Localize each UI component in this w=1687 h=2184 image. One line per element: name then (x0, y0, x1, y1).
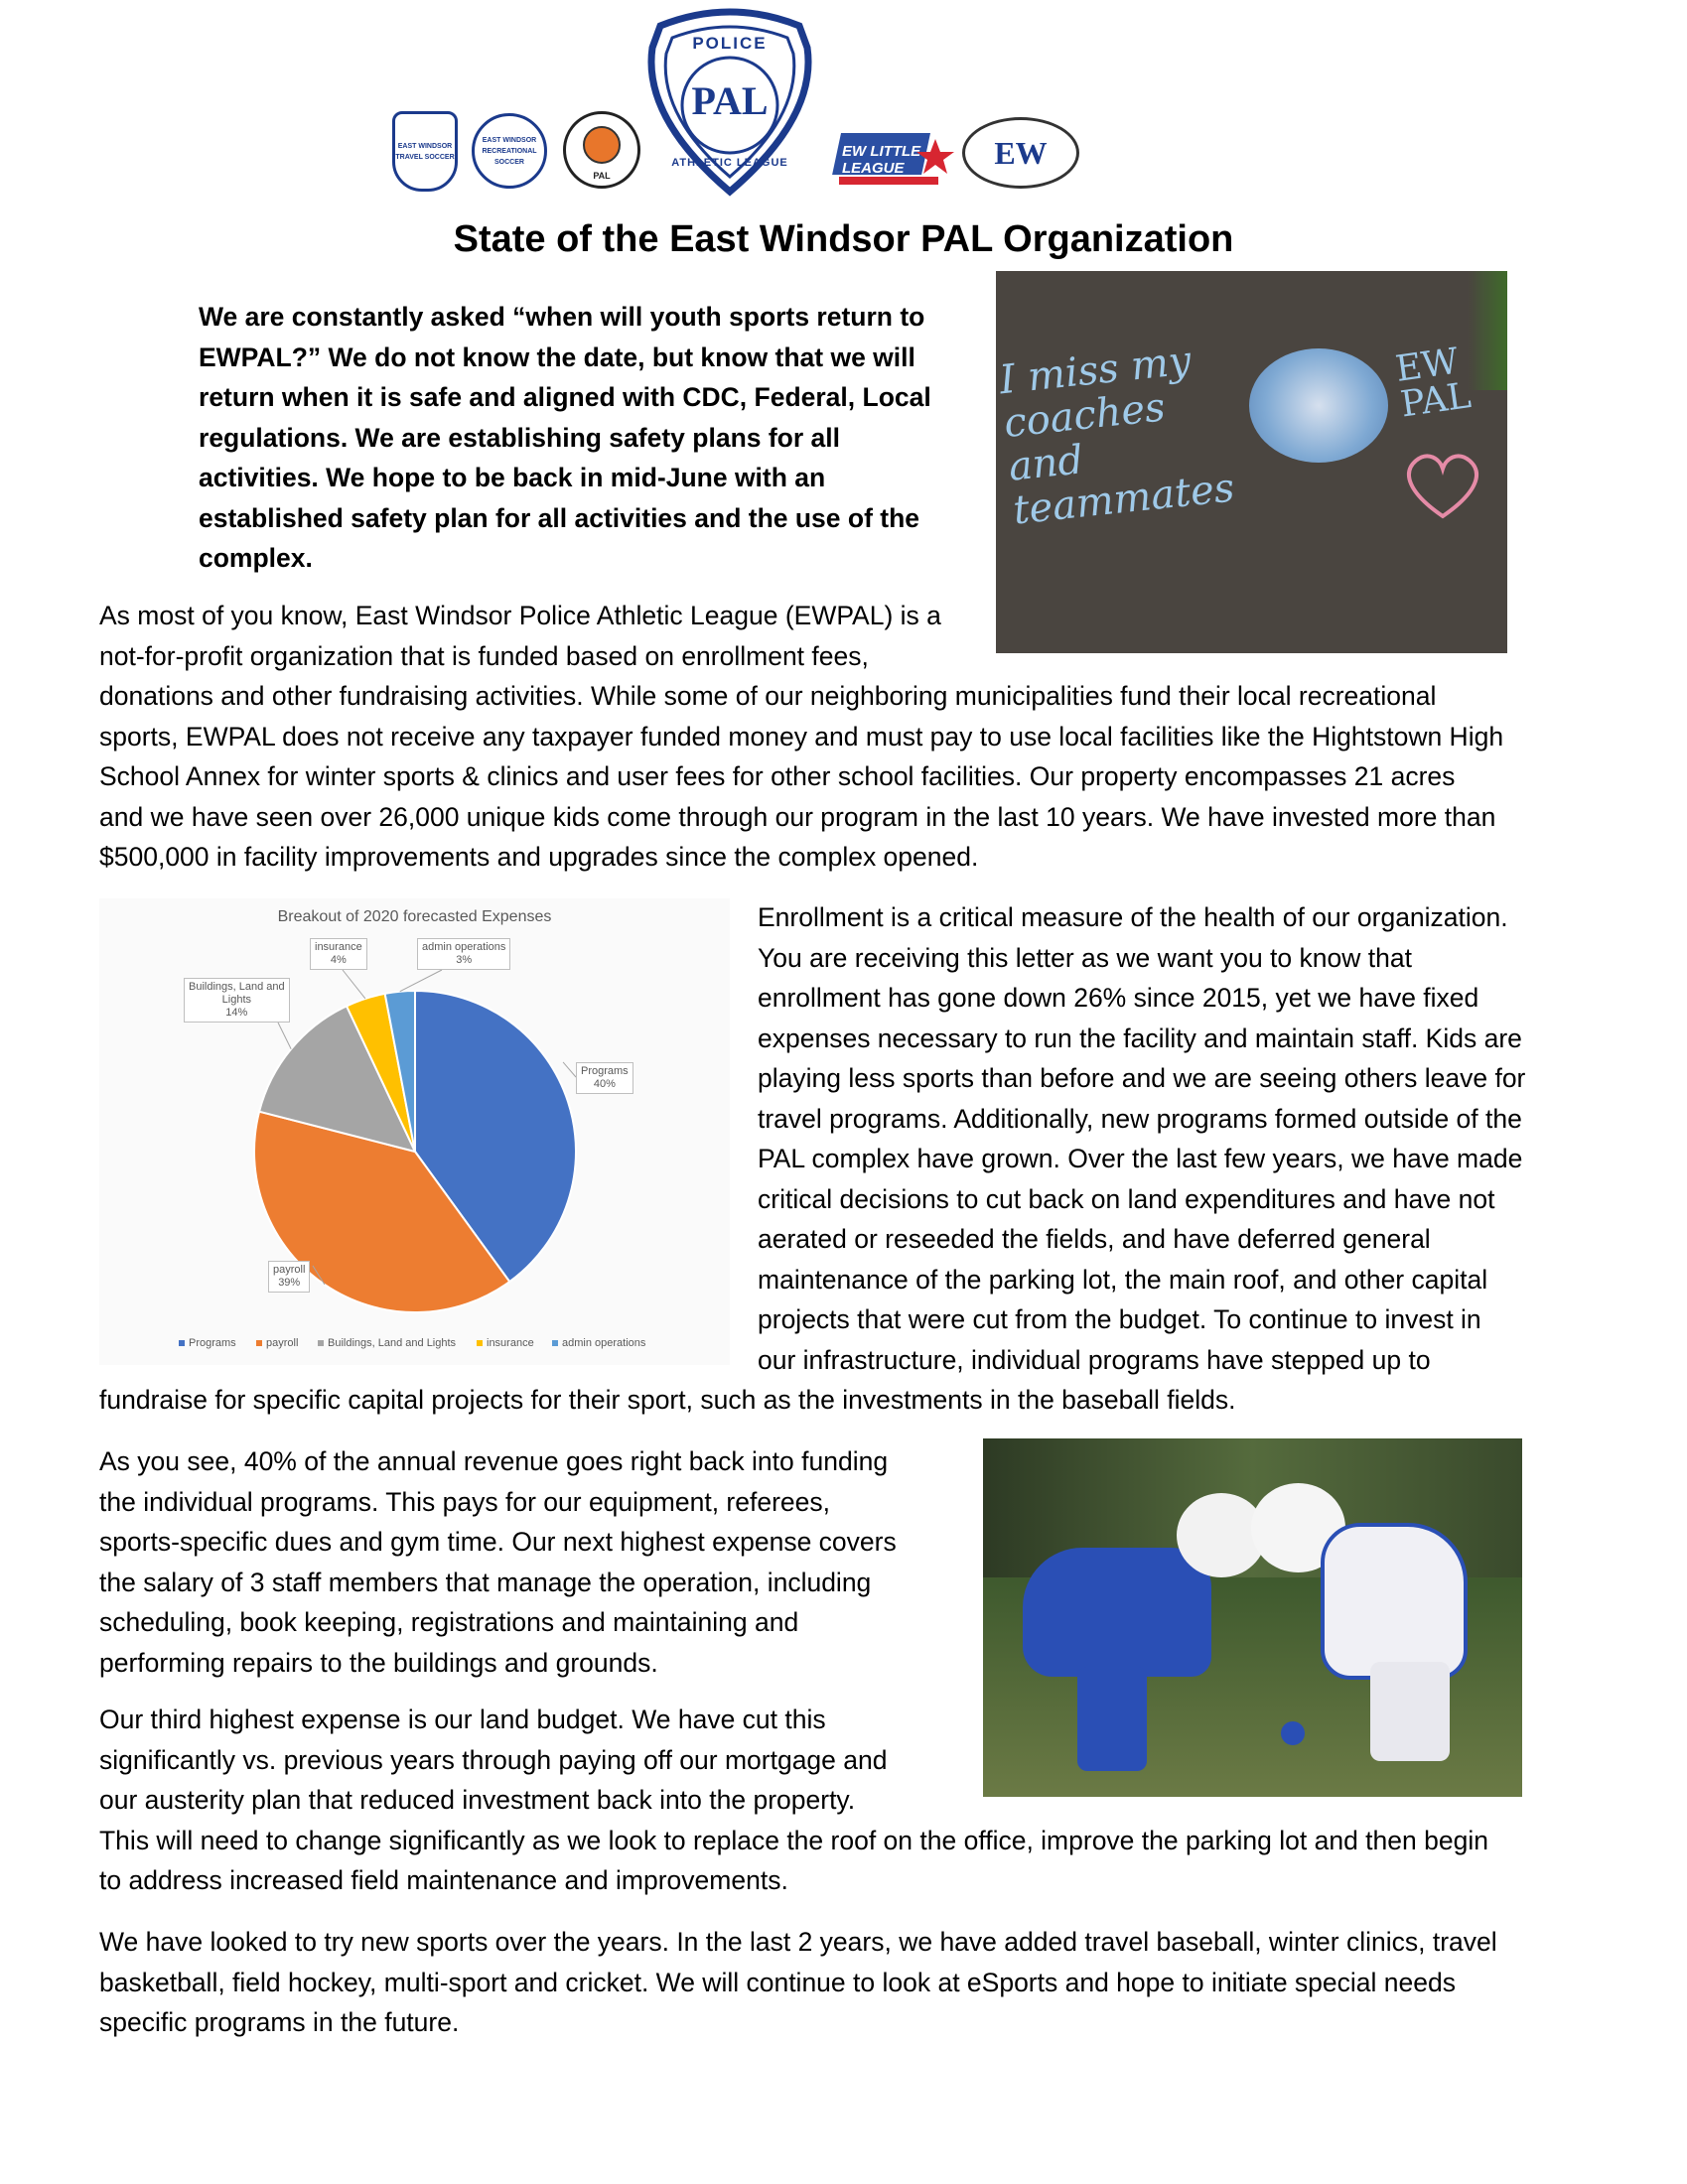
recreational-soccer-logo-text: EAST WINDSOR RECREATIONAL SOCCER (482, 136, 537, 166)
intro-line: established safety plan for all activities and the use of the (199, 502, 920, 533)
pie-data-label: Programs 40% (576, 1062, 633, 1094)
revenue-paragraph (99, 1441, 897, 1683)
intro-line: regulations. We are establishing safety plans for all (199, 422, 841, 453)
enrollment-line: our infrastructure, individual programs have stepped up to (758, 1344, 1431, 1375)
legend-swatch (256, 1340, 262, 1346)
logo-banner (392, 8, 1087, 202)
page-title: State of the East Windsor PAL Organization (453, 218, 1234, 260)
intro-paragraph (199, 297, 931, 579)
legend-swatch (477, 1340, 483, 1346)
legend-label: Programs (189, 1337, 236, 1349)
land-budget-line: to address increased field maintenance and improvements. (99, 1865, 788, 1895)
funding-line: $500,000 in facility improvements and upgrades since the complex opened. (99, 842, 979, 872)
land-budget-line: significantly vs. previous years through paying off our mortgage and (99, 1744, 888, 1775)
new-sports-line: We have looked to try new sports over the years. In the last 2 years, we have added travel baseball, winter clinics, travel (99, 1927, 1497, 1957)
chalk-text-left: I miss my coaches and teammates (997, 338, 1237, 534)
legend-item (256, 1337, 298, 1349)
legend-label: Buildings, Land and Lights (328, 1337, 457, 1349)
enrollment-paragraph (758, 897, 1525, 1380)
basketball-logo-text: PAL (593, 171, 611, 181)
intro-line: activities. We hope to be back in mid-June with an (199, 463, 826, 492)
little-league-logo-text: EW LITTLE LEAGUE (842, 143, 921, 177)
legend-item (318, 1337, 456, 1349)
pie-svg (99, 898, 730, 1365)
revenue-line: performing repairs to the buildings and grounds. (99, 1647, 658, 1678)
enrollment-line: enrollment has gone down 26% since 2015, yet we have fixed (758, 983, 1479, 1013)
legend-swatch (318, 1340, 324, 1346)
little-league-logo (824, 119, 958, 189)
legend-swatch (179, 1340, 185, 1346)
land-budget-paragraph (99, 1700, 1488, 1901)
pie-data-label: Buildings, Land and Lights 14% (184, 978, 290, 1023)
pie-data-label: payroll 39% (268, 1261, 310, 1293)
enrollment-line: fundraise for specific capital projects for their sport, such as the investments in the baseball fields. (99, 1385, 1236, 1415)
funding-line: donations and other fundraising activities. While some of our neighboring municipalities fund their local recreational (99, 681, 1437, 711)
funding-line: sports, EWPAL does not receive any taxpayer funded money and must pay to use local facilities like the Hightstown High (99, 721, 1504, 751)
funding-line: As most of you know, East Windsor Police Athletic League (EWPAL) is a (99, 601, 941, 630)
shield-top-text: POLICE (692, 34, 768, 53)
basketball-icon (583, 126, 621, 164)
soccer-travel-logo-text: EAST WINDSOR TRAVEL SOCCER (395, 142, 455, 161)
land-budget-line: our austerity plan that reduced investment back into the property. (99, 1785, 856, 1815)
legend-label: insurance (487, 1337, 534, 1349)
enrollment-line: projects that were cut from the budget. To continue to invest in (758, 1304, 1481, 1334)
chart-title: Breakout of 2020 forecasted Expenses (277, 908, 552, 925)
chalk-text-right: EW PAL (1393, 341, 1474, 426)
revenue-line: the individual programs. This pays for our equipment, referees, (99, 1486, 830, 1517)
pie-leader-line (563, 1062, 576, 1077)
funding-line: School Annex for winter sports & clinics and user fees for other school facilities. Our property encompasses 21 acres (99, 761, 1456, 791)
revenue-line: scheduling, book keeping, registrations and maintaining and (99, 1607, 799, 1637)
enrollment-line: travel programs. Additionally, new programs formed outside of the (758, 1103, 1522, 1134)
enrollment-line: playing less sports than before and we are seeing others leave for (758, 1063, 1526, 1093)
enrollment-line: You are receiving this letter as we want you to know that (758, 942, 1412, 973)
enrollment-paragraph-end (99, 1380, 1235, 1421)
revenue-line: the salary of 3 staff members that manage the operation, including (99, 1567, 872, 1597)
legend-label: admin operations (562, 1337, 646, 1349)
pie-leader-line (278, 1023, 291, 1049)
funding-line: and we have seen over 26,000 unique kids come through our program in the last 10 years. We have invested more than (99, 801, 1496, 832)
intro-line: return when it is safe and aligned with CDC, Federal, Local (199, 382, 931, 412)
shield-center-text: PAL (691, 78, 769, 123)
basketball-logo (563, 111, 640, 189)
pie-data-label: admin operations 3% (417, 938, 510, 970)
lacrosse-logo-text: EW (994, 134, 1048, 171)
new-sports-line: basketball, field hockey, multi-sport and cricket. We will continue to look at eSports and hope to initiate special needs (99, 1967, 1456, 1997)
enrollment-line: aerated or reseeded the fields, and have deferred general (758, 1224, 1431, 1254)
land-budget-line: This will need to change significantly as we look to replace the roof on the office, improve the parking lot and then begin (99, 1825, 1488, 1855)
pie-leader-line (400, 970, 442, 992)
intro-line: EWPAL?” We do not know the date, but know that we will (199, 341, 915, 372)
enrollment-line: expenses necessary to run the facility and maintain staff. Kids are (758, 1023, 1522, 1053)
pie-data-label: insurance 4% (310, 938, 367, 970)
intro-line: complex. (199, 543, 313, 573)
shield-ring-text: ATHLETIC LEAGUE (671, 157, 788, 169)
new-sports-paragraph (99, 1922, 1497, 2043)
funding-line: not-for-profit organization that is funded based on enrollment fees, (99, 640, 869, 671)
land-budget-line: Our third highest expense is our land budget. We have cut this (99, 1705, 826, 1734)
legend-item (552, 1337, 645, 1349)
funding-paragraph (99, 596, 1503, 878)
pie-leader-line (343, 970, 365, 999)
pal-shield-logo (640, 8, 819, 197)
new-sports-line: specific programs in the future. (99, 2007, 460, 2037)
intro-line: We are constantly asked “when will youth sports return to (199, 302, 925, 332)
player-right-body (1321, 1523, 1468, 1680)
expenses-pie-chart (99, 898, 730, 1365)
recreational-soccer-logo (472, 113, 547, 189)
legend-swatch (552, 1340, 558, 1346)
lacrosse-logo (962, 117, 1079, 189)
legend-item (477, 1337, 534, 1349)
legend-item (179, 1337, 236, 1349)
enrollment-line: maintenance of the parking lot, the main roof, and other capital (758, 1264, 1488, 1295)
player-left-body (1023, 1548, 1211, 1677)
legend-label: payroll (266, 1337, 299, 1349)
enrollment-line: Enrollment is a critical measure of the health of our organization. (758, 902, 1508, 932)
soccer-travel-logo (392, 111, 458, 192)
chalk-circle (1249, 348, 1388, 463)
revenue-line: As you see, 40% of the annual revenue goes right back into funding (99, 1446, 889, 1476)
enrollment-line: critical decisions to cut back on land expenditures and have not (758, 1183, 1495, 1214)
revenue-line: sports-specific dues and gym time. Our next highest expense covers (99, 1527, 897, 1557)
chalk-heart-icon (1398, 445, 1487, 524)
enrollment-line: PAL complex have grown. Over the last few years, we have made (758, 1144, 1523, 1173)
